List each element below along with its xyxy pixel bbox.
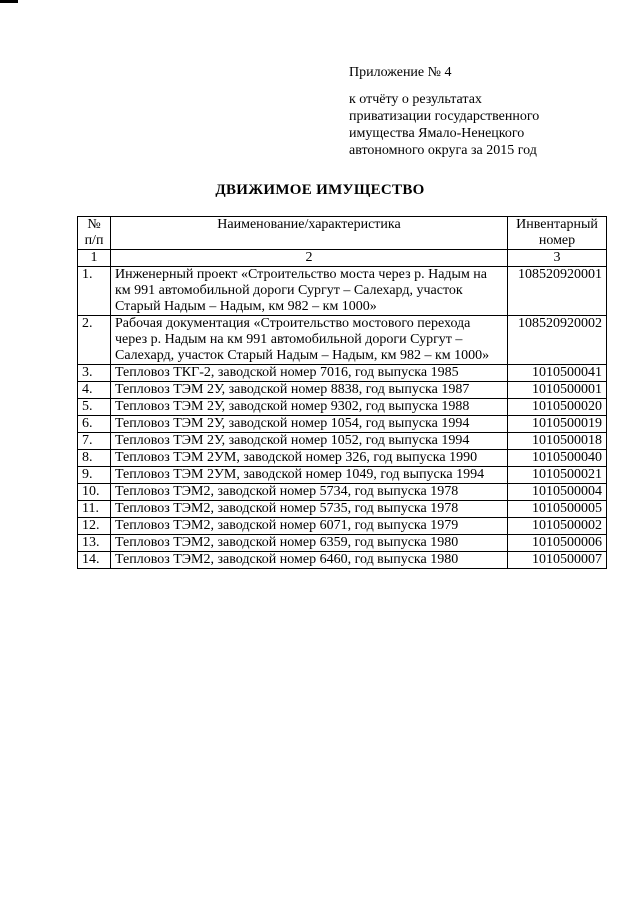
- row-inventory: 1010500021: [508, 467, 607, 484]
- row-name: Тепловоз ТЭМ 2У, заводской номер 8838, год выпуска 1987: [111, 382, 508, 399]
- table-row: [78, 467, 607, 484]
- table-row: [78, 416, 607, 433]
- table-row: [78, 433, 607, 450]
- row-inventory: 1010500020: [508, 399, 607, 416]
- row-name: Тепловоз ТКГ-2, заводской номер 7016, год выпуска 1985: [111, 365, 508, 382]
- row-name: Тепловоз ТЭМ2, заводской номер 6359, год выпуска 1980: [111, 535, 508, 552]
- table-row: [78, 399, 607, 416]
- row-number: 12.: [78, 518, 111, 535]
- table-row: [78, 484, 607, 501]
- table-row: [78, 382, 607, 399]
- row-name: Тепловоз ТЭМ2, заводской номер 6460, год выпуска 1980: [111, 552, 508, 569]
- corner-mark: [0, 0, 18, 3]
- row-inventory: 1010500002: [508, 518, 607, 535]
- table-row: [78, 316, 607, 365]
- row-inventory: 1010500001: [508, 382, 607, 399]
- row-inventory: 1010500041: [508, 365, 607, 382]
- row-number: 7.: [78, 433, 111, 450]
- row-name: Тепловоз ТЭМ2, заводской номер 5734, год выпуска 1978: [111, 484, 508, 501]
- row-inventory: 1010500040: [508, 450, 607, 467]
- table-row: [78, 535, 607, 552]
- header-inventory: Инвентарный номер: [508, 217, 607, 250]
- row-number: 8.: [78, 450, 111, 467]
- row-inventory: 1010500007: [508, 552, 607, 569]
- appendix-caption: к отчёту о результатах приватизации государственного имущества Ямало-Ненецкого автономного округа за 2015 год: [349, 92, 540, 158]
- row-name: Тепловоз ТЭМ 2У, заводской номер 1054, год выпуска 1994: [111, 416, 508, 433]
- row-number: 14.: [78, 552, 111, 569]
- table-row: [78, 501, 607, 518]
- row-inventory: 1010500018: [508, 433, 607, 450]
- row-name: Тепловоз ТЭМ 2УМ, заводской номер 1049, год выпуска 1994: [111, 467, 508, 484]
- row-inventory: 1010500019: [508, 416, 607, 433]
- table-body: [78, 267, 607, 569]
- table-row: [78, 267, 607, 316]
- table-row: [78, 552, 607, 569]
- row-inventory: 1010500004: [508, 484, 607, 501]
- row-name: Тепловоз ТЭМ 2У, заводской номер 1052, год выпуска 1994: [111, 433, 508, 450]
- appendix-block: [349, 64, 539, 159]
- row-number: 9.: [78, 467, 111, 484]
- table-header-row: [78, 217, 607, 250]
- row-number: 1.: [78, 267, 111, 316]
- table-row: [78, 365, 607, 382]
- index-cell: 2: [111, 250, 508, 267]
- index-cell: 3: [508, 250, 607, 267]
- row-name: Инженерный проект «Строительство моста через р. Надым на км 991 автомобильной дороги Сургут – Салехард, участок Старый Надым – Надым, км 982 – км 1000»: [111, 267, 508, 316]
- row-name: Тепловоз ТЭМ 2УМ, заводской номер 326, год выпуска 1990: [111, 450, 508, 467]
- row-name: Тепловоз ТЭМ 2У, заводской номер 9302, год выпуска 1988: [111, 399, 508, 416]
- row-number: 3.: [78, 365, 111, 382]
- row-inventory: 108520920002: [508, 316, 607, 365]
- row-name: Тепловоз ТЭМ2, заводской номер 5735, год выпуска 1978: [111, 501, 508, 518]
- row-inventory: 1010500005: [508, 501, 607, 518]
- index-cell: 1: [78, 250, 111, 267]
- header-name: Наименование/характеристика: [111, 217, 508, 250]
- row-number: 11.: [78, 501, 111, 518]
- row-number: 4.: [78, 382, 111, 399]
- table-row: [78, 450, 607, 467]
- document-title: ДВИЖИМОЕ ИМУЩЕСТВО: [215, 182, 425, 198]
- row-inventory: 1010500006: [508, 535, 607, 552]
- appendix-number: Приложение № 4: [349, 65, 452, 80]
- row-number: 2.: [78, 316, 111, 365]
- row-number: 13.: [78, 535, 111, 552]
- row-number: 5.: [78, 399, 111, 416]
- row-inventory: 108520920001: [508, 267, 607, 316]
- header-number: № п/п: [78, 217, 111, 250]
- row-number: 10.: [78, 484, 111, 501]
- property-table: [77, 216, 607, 569]
- row-name: Рабочая документация «Строительство мостового перехода через р. Надым на км 991 автомобильной дороги Сургут – Салехард, участок Старый Надым – Надым, км 982 – км 1000»: [111, 316, 508, 365]
- row-name: Тепловоз ТЭМ2, заводской номер 6071, год выпуска 1979: [111, 518, 508, 535]
- row-number: 6.: [78, 416, 111, 433]
- table-index-row: [78, 250, 607, 267]
- table-row: [78, 518, 607, 535]
